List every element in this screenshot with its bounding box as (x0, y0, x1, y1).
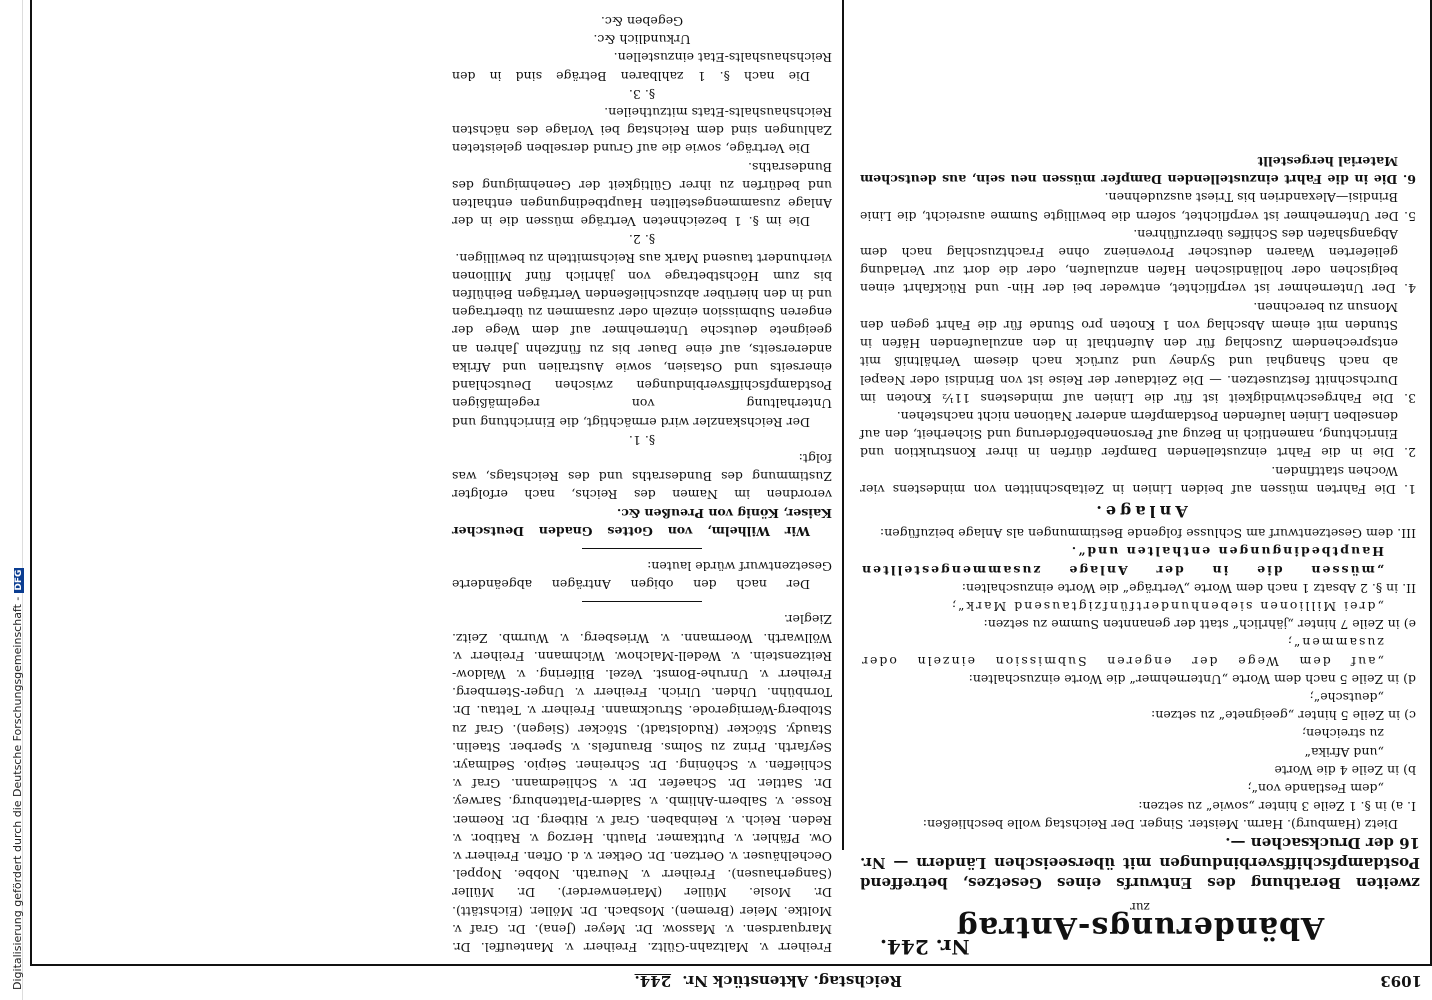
amendment-item: „auf dem Wege der engeren Submission einzeln oder zusammen“; (860, 635, 1384, 669)
amendment-item: „deutsche“; (1309, 689, 1384, 705)
amendment-item: zu streichen; (1301, 726, 1384, 742)
amendment-item: „müssen die in der Anlage zusammengestellten Hauptbedingungen enthalten und“. (860, 544, 1384, 578)
paragraph-2-heading: §. 2. (628, 232, 656, 248)
frame-line-top (30, 964, 1432, 966)
digitization-credit (11, 568, 24, 990)
signatory-names: Freiherr v. Maltzahn-Gültz. Freiherr v. Manteuffel. Dr. Marquardsen. v. Massow. Dr. Meyer (Jena). Dr. Graf v. Moltke. Meier (Bremen). Mosbach. Dr. Möller. (Eichstätt). Dr. Mosle. Müller (Marienwerder). Dr. Müller (Sangerhausen). Freiherr v. Neurath. Nobbe. Noppel. Oechelhäuser. v. Oertzen. Dr. Oetker. v. d. Often. Freiherr v. Ow. Pfähler. v. Puttkamer. Plauth. Herzog v. Ratibor. v. Reden. Reich. v. Reinbaben. Graf v. Ritberg. Dr. Roemer. Rosse. v. Salbern-Ahlimb. v. Saldern-Plattenburg. Sarwey. Dr. Sattler. Dr. Schaefer. Dr. v. Schliedmann. Graf v. Schlieffen. v. Schöning. Dr. Schreiner. Seipio. Sedlmayr. Seyfarth. Prinz zu Solms. Braunfels. v. Sperber. Staelin. Staudy. Stöcker (Rudolstadt). Stöcker (Siegen). Graf zu Stolberg-Wernigerode. Struckmann. Freiherr v. Tettau. Dr. Tornbühn. Uhden. Ulrich. Freiherr v. Unger-Sternberg. Freiherr v. Unruhe-Bomst. Vezel. Bilfering. v. Waldow-Reitzenstein. v. Wedell-Malchow. Wichmann. Freiherr v. Wöllwarth. Woermann. v. Wriesberg. v. Wurmb. Zeitz. Ziegler. (452, 612, 832, 955)
wir-wilhelm: Wir Wilhelm, von Gottes Gnaden Deutscher Kaiser, König von Preußen &c. (452, 505, 832, 539)
paragraph-3: Die nach §. 1 zahlbaren Beträge sind in den Reichshaushalts-Etat einzustellen. (452, 50, 832, 84)
amendment-item: b) in Zeile 4 die Worte (1274, 762, 1416, 778)
page-header (42, 968, 1422, 994)
document-title: Abänderungs-Antrag (955, 909, 1325, 945)
anlage-heading: Anlage. (1092, 501, 1188, 521)
anlage-item: 5. Der Unternehmer ist verpflichtet, sofern die bewilligte Summe ausreicht, die Linie Brindisi—Alexandrien bis Triest auszudehnen. (860, 190, 1416, 224)
movers: Dietz (Hamburg). Harm. Meister. Singer. Der Reichstag wolle beschließen: (922, 817, 1398, 833)
anlage-item: 2. Die in die Fahrt einzustellenden Dampfer dürfen in ihrer Konstruktion und Einrichtung, namentlich in Bezug auf Personenbeförderung und Sicherheit, den auf denselben Linien laufenden Postdampfern anderer Nationen nicht nachstehen. (860, 408, 1416, 461)
page-number: 1093 (1380, 972, 1422, 990)
paragraph-1: Der Reichskanzler wird ermächtigt, die Einrichtung und Unterhaltung von regelmäßigen Postdampfschiffsverbindungen zwischen Deutschland einerseits und Ostasien, sowie Australien und Afrika andererseits, auf eine Dauer bis zu fünfzehn Jahren an geeignete deutsche Unternehmer auf dem Wege der engeren Submission einzeln oder zusammen zu übertragen und in den hierüber abzuschließenden Verträgen Beihülfen bis zum Höchstbetrage von jährlich fünf Millionen vierhundert tausend Mark aus Reichsmitteln zu bewilligen. (452, 250, 832, 430)
motion-column (860, 152, 1420, 959)
urkundlich: Urkundlich &c. (593, 32, 691, 48)
running-head-text: Reichstag. Aktenstück Nr. (682, 972, 902, 990)
frame-line-right (30, 0, 32, 966)
column-divider (842, 0, 844, 850)
verordnen: verordnen im Namen des Reichs, nach erfolgter Zustimmung des Bundesraths und des Reichstags, was folgt: (452, 450, 832, 503)
anlage-item: 6. Die in die Fahrt einzustellenden Dampfer müssen neu sein, aus deutschem Material hergestellt (860, 154, 1416, 188)
paragraph-2a: Die im §. 1 bezeichneten Verträge müssen die in der Anlage zusammengestellten Hauptbedingungen enthalten und bedürfen zu ihrer Gültigkeit der Genehmigung des Bundesraths. (452, 159, 832, 230)
document-zur: zur (1130, 899, 1150, 914)
gegeben: Gegeben &c. (600, 14, 684, 30)
digitization-sidebar (0, 0, 23, 1000)
scanned-page (30, 0, 1432, 1000)
aktenstueck-number: 244. (634, 972, 672, 990)
document-subject: zweiten Berathung des Entwurfs eines Gesetzes, betreffend Postdampfschiffsverbindungen mit überseeischen Ländern — Nr. 16 der Drucksachen —. (860, 834, 1420, 893)
paragraph-1-heading: §. 1. (628, 432, 656, 448)
amendment-item: III. dem Gesetzentwurf am Schlusse folgende Bestimmungen als Anlage beizufügen: (879, 526, 1416, 542)
amendment-item: c) in Zeile 5 hinter „geeignete“ zu setzen: (1151, 708, 1416, 724)
amendment-item: e) in Zeile 7 hinter „jährlich“ statt der genannten Summe zu setzen: (983, 617, 1416, 633)
separator-rule (582, 601, 702, 602)
dfg-logo-icon: DFG (14, 569, 24, 591)
amendment-item: „und Afrika“ (1304, 744, 1384, 760)
draft-intro: Der nach den obigen Anträgen abgeänderte Gesetzentwurf würde lauten: (452, 558, 832, 593)
law-column (452, 12, 832, 956)
amendment-item: „dem Festlande von“; (1247, 780, 1384, 796)
anlage-item: 4. Der Unternehmer ist verpflichtet, entweder bei der Hin- und Rückfahrt einen belgischen oder holländischen Hafen anzulaufen, oder die dort zur Verladung gelieferten Waaren deutscher Provenienz ohne Frachtzuschlag nach dem Abgangshafen des Schiffes überzuführen. (860, 226, 1416, 297)
amendment-item: I. a) in §. 1 Zeile 3 hinter „sowie“ zu setzen: (1138, 799, 1416, 815)
credit-text: Digitalisierung gefördert durch die Deutsche Forschungsgemeinschaft - (11, 596, 24, 990)
amendment-item: d) in Zeile 5 nach dem Worte „Unternehmer“ die Worte einzuschalten: (968, 671, 1416, 687)
paragraph-3-heading: §. 3. (628, 86, 656, 102)
separator-rule (582, 548, 702, 549)
document-number: Nr. 244. (880, 935, 970, 959)
paragraph-2b: Die Verträge, sowie die auf Grund derselben geleisteten Zahlungen sind dem Reichstag bei Vorlage des nächsten Reichshaushalts-Etats mitzutheilen. (452, 105, 832, 157)
amendment-item: II. in §. 2 Absatz 1 nach dem Worte „Verträge“ die Worte einzuschalten: (961, 580, 1416, 596)
anlage-item: 3. Die Fahrgeschwindigkeit ist für die Linien auf mindestens 11½ Knoten im Durchschnitt festzusetzen. — Die Zeitdauer der Reise ist von Brindisi oder Neapel ab nach Shanghai und Sydney und zurück nach diesem Verhältniß mit entsprechendem Zuschlag für den Aufenthalt in den anzulaufenden Häfen in Stunden mit einem Abschlag von 1 Knoten pro Stunde für die Fahrt gegen den Monsun zu berechnen. (860, 299, 1416, 406)
anlage-item: 1. Die Fahrten müssen auf beiden Linien in Zeitabschnitten von mindestens vier Wochen stattfinden. (860, 463, 1416, 497)
running-head (635, 972, 902, 990)
amendment-item: „drei Millionen siebenhundertfünfzigtausend Mark“; (949, 598, 1384, 614)
